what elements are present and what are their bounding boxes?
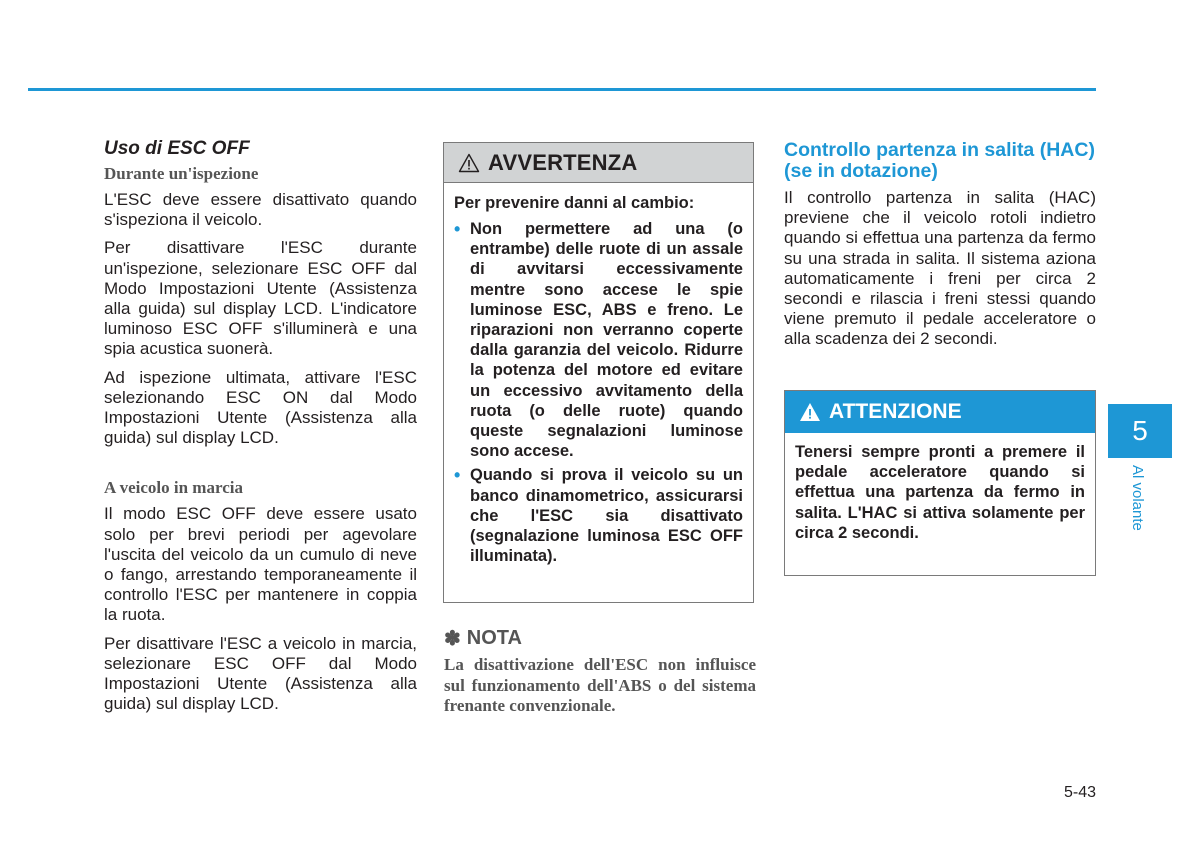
subheading-inspection: Durante un'ispezione (104, 164, 259, 183)
chapter-label (1126, 465, 1148, 555)
warning-triangle-icon (458, 153, 480, 173)
paragraph: Per disattivare l'ESC durante un'ispezione, selezionare ESC OFF dal Modo Impostazioni Utente (Assistenza alla guida) sul display LCD. L'indicatore luminoso ESC OFF s'illuminerà e una spia acustica suonerà. (104, 238, 417, 359)
paragraph: Per disattivare l'ESC a veicolo in marcia, selezionare ESC OFF dal Modo Impostazioni Utente (Assistenza alla guida) sul display LCD. (104, 633, 417, 714)
column-left (104, 138, 417, 722)
list-item-text: Quando si prova il veicolo su un banco dinamometrico, assicurarsi che l'ESC sia disattivato (segnalazione luminosa ESC OFF illuminata). (470, 466, 743, 566)
attention-header (785, 391, 1095, 433)
paragraph: Ad ispezione ultimata, attivare l'ESC selezionando ESC ON dal Modo Impostazioni Utente (Assistenza alla guida) sul display LCD. (104, 367, 417, 448)
paragraph: Il modo ESC OFF deve essere usato solo per brevi periodi per agevolare l'uscita del veicolo da un cumulo di neve o fango, arrestando temporaneamente il controllo l'ESC per mantenere in coppia la ruota. (104, 504, 417, 625)
warning-triangle-icon (799, 402, 821, 422)
list-item (454, 465, 743, 566)
note-heading (444, 626, 522, 651)
list-item (454, 219, 743, 461)
section-heading-esc-off: Uso di ESC OFF (104, 138, 250, 159)
paragraph: L'ESC deve essere disattivato quando s'ispeziona il veicolo. (104, 190, 417, 230)
bullet-icon: • (454, 465, 461, 486)
chapter-label-text: Al volante (1129, 465, 1146, 531)
attention-title: ATTENZIONE (829, 400, 962, 423)
warning-title: AVVERTENZA (488, 149, 638, 175)
attention-text: Tenersi sempre pronti a premere il pedale acceleratore quando si effettua una partenza da fermo in salita. L'HAC si attiva solamente per circa 2 secondi. (795, 443, 1085, 542)
chapter-tab: 5 (1108, 404, 1172, 458)
warning-intro: Per prevenire danni al cambio: (454, 194, 695, 212)
subheading-driving: A veicolo in marcia (104, 478, 243, 498)
bullet-icon: • (454, 219, 461, 239)
attention-box (784, 390, 1096, 576)
warning-header (444, 143, 753, 183)
note-text: La disattivazione dell'ESC non influisce sul funzionamento dell'ABS o del sistema frenante convenzionale. (444, 655, 756, 715)
paragraph: Il controllo partenza in salita (HAC) previene che il veicolo rotoli indietro quando si effettua una partenza da fermo su una strada in salita. Il sistema aziona automaticamente i freni per circa 2 secondi e rilascia i freni stessi quando viene premuto il pedale acceleratore o alla scadenza dei 2 secondi. (784, 188, 1096, 349)
note-title: NOTA (466, 627, 522, 649)
list-item-text: Non permettere ad una (o entrambe) delle ruote di un assale di avvitarsi eccessivamente mentre sono accese le spie luminose ESC, ABS e freno. Le riparazioni non verranno coperte dalla garanzia del veicolo. Ridurre la potenza del motore ed evitare un eccessivo avvitamento della ruota (o delle ruote) quando queste segnalazioni luminose sono accese. (470, 220, 743, 461)
warning-box (443, 142, 754, 603)
section-title-hac: Controllo partenza in salita (HAC) (se in dotazione) (784, 139, 1095, 182)
star-icon: ✽ (444, 628, 461, 650)
warning-body (444, 183, 753, 566)
page-number: 5-43 (1063, 784, 1096, 801)
column-right (784, 140, 1096, 358)
top-rule (28, 88, 1096, 91)
